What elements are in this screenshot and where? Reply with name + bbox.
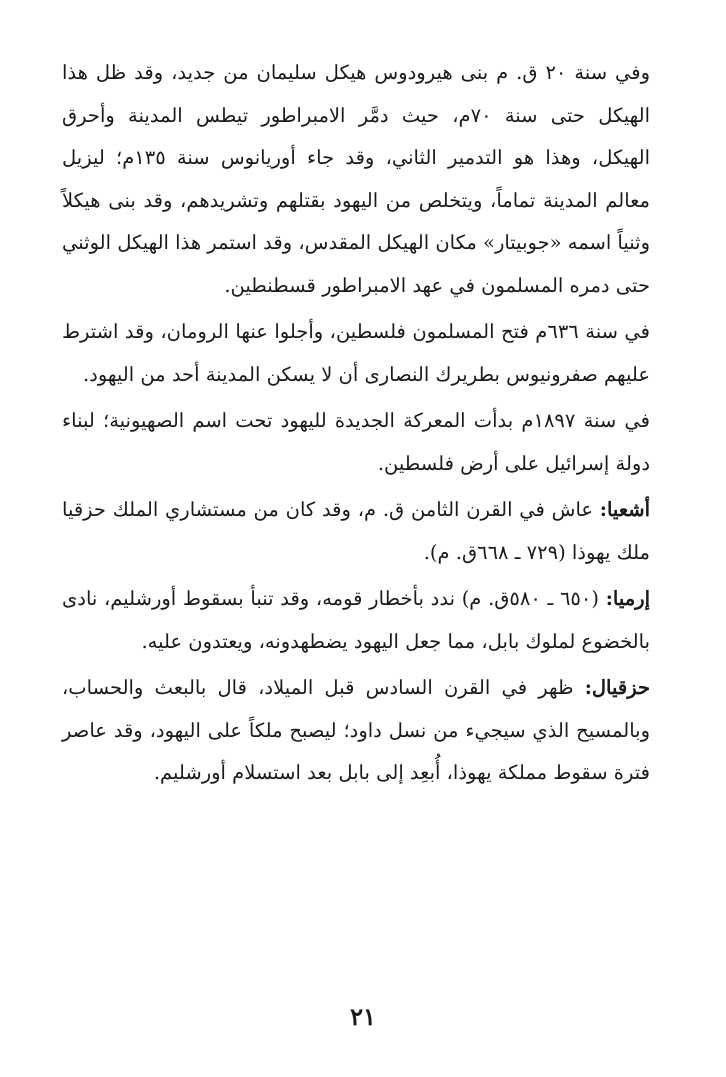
paragraph-text: في سنة ١٨٩٧م بدأت المعركة الجديدة لليهود تحت اسم الصهيونية؛ لبناء دولة إسرائيل على أرض فلسطين. xyxy=(62,409,651,475)
paragraph-conquest-636 xyxy=(62,311,650,396)
entry-term: حزقيال: xyxy=(584,676,651,699)
page-number: ٢١ xyxy=(350,1002,376,1031)
paragraph-text: في سنة ٦٣٦م فتح المسلمون فلسطين، وأجلوا عنها الرومان، وقد اشترط عليهم صفرونيوس بطريرك النصارى أن لا يسكن المدينة أحد من اليهود. xyxy=(62,320,650,386)
entry-isaiah xyxy=(62,489,650,574)
paragraph-text: وفي سنة ٢٠ ق. م بنى هيرودوس هيكل سليمان من جديد، وقد ظل هذا الهيكل حتى سنة ٧٠م، حيث دمَّر الامبراطور تيطس المدينة وأحرق الهيكل، وهذا هو التدمير الثاني، وقد جاء أوريانوس سنة ١٣٥م؛ ليزيل معالم المدينة تماماً، ويتخلص من اليهود بقتلهم وتشريدهم، وقد بنى هيكلاً وثنياً اسمه «جوبيتار» مكان الهيكل المقدس، وقد استمر هذا الهيكل الوثني حتى دمره المسلمون في عهد الامبراطور قسطنطين. xyxy=(62,61,651,297)
entry-text: ظهر في القرن السادس قبل الميلاد، قال بالبعث والحساب، وبالمسيح الذي سيجيء من نسل داود؛ ليصبح ملكاً على اليهود، وقد عاصر فترة سقوط مملكة يهوذا، أُبعِد إلى بابل بعد استسلام أورشليم. xyxy=(62,676,651,784)
entry-ezekiel xyxy=(62,667,650,795)
entry-jeremiah xyxy=(62,578,650,663)
entry-term: أشعيا: xyxy=(599,498,650,521)
entry-text: (٦٥٠ ـ ٥٨٠ق. م) ندد بأخطار قومه، وقد تنبأ بسقوط أورشليم، نادى بالخضوع لملوك بابل، مما جعل اليهود يضطهدونه، ويعتدون عليه. xyxy=(62,587,650,653)
entry-text: عاش في القرن الثامن ق. م، وقد كان من مستشاري الملك حزقيا ملك يهوذا (٧٢٩ ـ ٦٦٨ق. م). xyxy=(62,498,650,564)
entry-term: إرميا: xyxy=(605,587,650,610)
paragraph-zionism-1897 xyxy=(62,400,650,485)
paragraph-temple-history xyxy=(62,52,650,307)
